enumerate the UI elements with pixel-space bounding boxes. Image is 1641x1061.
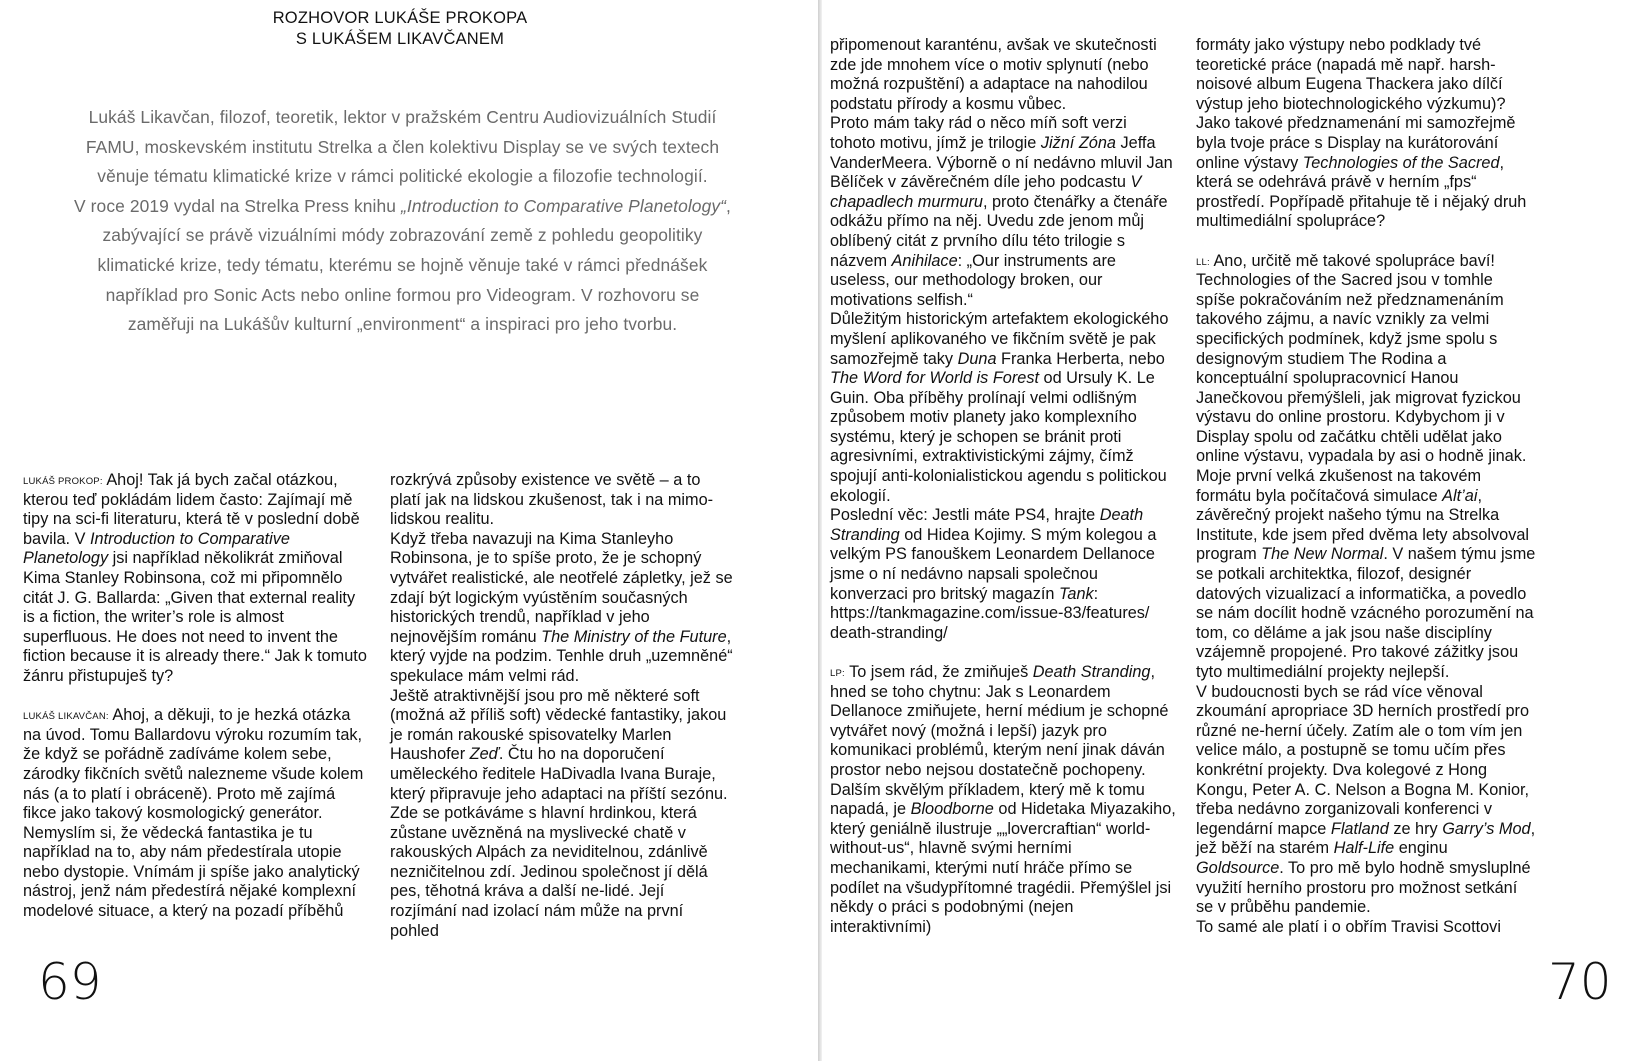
paragraph: Jako takové předznamenání mi samozřejmě byla tvoje práce s Display na kurátorování online výstavy Technologies of the Sacred, která se odehrává právě v herním „fps“ prostředí. Popřípadě přitahuje tě i nějaký druh multimediální spolupráce? [1196, 114, 1527, 231]
paragraph: připomenout karanténu, avšak ve skutečnosti zde jde mnohem více o motiv splynutí (nebo možná rozpuštění) a adaptace na nahodilou podstatu přírody a kosmu vůbec. [830, 36, 1157, 113]
speaker-label: LP: [830, 668, 845, 679]
intro-text: , [726, 195, 731, 216]
answer-1: $^{LUKÁŠ LIKAVČAN:}$ Ahoj, a děkuji, to je hezká otázka na úvod. Tomu Ballardovu výroku rozumím tak, že když se pořádně zadíváme kolem sebe, zárodky fikčních světů nalezneme všude kolem nás (a to platí i obráceně). Proto mě zajímá fikce jako takový kosmologický generátor. Nemyslím si, že vědecká fantastika je tu například na to, aby nám předestírala utopie nebo dystopie. Vnímám ji spíše jako analytický nástroj, jenž nám předestírá nějaké komplexní modelové situace, a který na pozadí příběhů [23, 706, 364, 921]
speaker-label: LL: [1196, 256, 1210, 268]
intro-line: zaměřuji na Lukášův kulturní „environment“ a inspiraci pro jeho tvorbu. [127, 314, 678, 335]
paragraph: V budoucnosti bych se rád více věnoval zkoumání apropriace 3D herních prostředí pro různé ne-herní účely. Zatím ale o tom vím jen velice málo, a postupně se tomu učím přes konkrétní projekty. Dva kolegové z Hong Kongu, Peter A. C. Nelson a Bogna M. Konior, třeba nedávno zorganizovali konferenci v legendární mapce Flatland ze hry Garry’s Mod, jež běží na starém Half-Life enginu Goldsource. To pro mě bylo hodně smysluplné využití herního prostoru pro možnost setkání se v průběhu pandemie. [1196, 682, 1536, 917]
column-1 [23, 471, 367, 922]
paragraph: rozkrývá způsoby existence ve světě – a to platí jak na lidskou zkušenost, tak i na mimo-lidskou realitu. [390, 471, 714, 529]
paragraph: Moje první velká zkušenost na takovém formátu byla počítačová simulace Alt’ai, závěrečný projekt našeho týmu na Strelka Institute, kde jsem před dvěma lety absolvoval program The New Normal. V našem týmu jsme se potkali architektka, filozof, designér datových vizualizací a informatička, a povedlo se nám docílit hodně vzácného porozumění na tom, co děláme a jak jsou naše disciplíny vzájemně propojené. Pro takové zážitky jsou tyto multimediální projekty nejlepší. [1196, 467, 1536, 681]
book-title: „Introduction to Comparative Planetology“ [401, 195, 727, 216]
intro-line: zabývající se právě vizuálními módy zobrazování země z pohledu geopolitiky [102, 225, 703, 246]
intro-paragraph [30, 103, 775, 340]
intro-line: FAMU, moskevském institutu Strelka a člen kolektivu Display se ve svých textech [85, 136, 720, 157]
article-title [200, 8, 600, 50]
intro-line: Lukáš Likavčan, filozof, teoretik, lektor v pražském Centru Audiovizuálních Studií [88, 107, 717, 127]
article-link[interactable]: death-stranding/ [830, 623, 948, 642]
paragraph: Proto mám taky rád o něco míň soft verzi tohoto motivu, jímž je trilogie Jižní Zóna Jeffa VanderMeera. Výborně o ní nedávno mluvil Jan Bělíček v závěrečném díle jeho podcastu V chapadlech murmuru, proto čtenářky a čtenáře odkážu přímo na něj. Uvedu zde jenom můj oblíbený citát z prvního dílu této trilogie s názvem Anihilace: „Our instruments are useless, our methodology broken, our motivations selfish.“ [830, 114, 1173, 309]
right-page [822, 0, 1641, 1061]
intro-line [30, 192, 775, 222]
intro-line: věnuje tématu klimatické krize v rámci politické ekologie a filozofie technologií. [97, 166, 708, 187]
title-line-1: ROZHOVOR LUKÁŠE PROKOPA [272, 9, 528, 27]
paragraph: Poslední věc: Jestli máte PS4, hrajte Death Stranding od Hidea Kojimy. S mým kolegou a velkým PS fanouškem Leonardem Dellanoce jsme o ní nedávno napsali společnou konverzaci pro britský magazín Tank: https://tankmagazine.com/issue-83/features/ death-stranding/ [830, 506, 1157, 642]
answer-2: $^{LL:}$ Ano, určitě mě takové spolupráce baví! Technologies of the Sacred jsou v tomhle spíše pokračováním než předznamenáním takového zájmu, a navíc vznikly za velmi specifických podmínek, když jsme spolu s designovým studiem The Rodina a konceptuální spolupracovnicí Hanou Janečkovou přemýšleli, jak migrovat fyzickou výstavu do online prostoru. Kdybychom ji v Display spolu od začátku chtěli udělat jako online výstavu, vypadala by asi o hodně jinak. [1196, 251, 1527, 466]
intro-line: klimatické krize, tedy tématu, kterému se hojně věnuje také v rámci přednášek [97, 254, 708, 275]
column-4 [1196, 36, 1536, 937]
intro-text: V roce 2019 vydal na Strelka Press knihu [74, 195, 401, 216]
title-line-2: S LUKÁŠEM LIKAVČANEM [295, 30, 505, 48]
speaker-label: LUKÁŠ LIKAVČAN: [23, 711, 109, 723]
question-2: $^{LP:}$ To jsem rád, že zmiňuješ Death Stranding, hned se toho chytnu: Jak s Leonardem Dellanoce zmiňujete, herní médium je schopné vytvářet nový (možná i lepší) jazyk pro komunikaci problémů, kterým není jinak dáván prostor nebo nejsou dostatečně pochopeny. Dalším skvělým příkladem, který mě k tomu napadá, je Bloodborne od Hidetaka Miyazakiho, který geniálně ilustruje „„lovercraftian“ world-without-us“, hlavně svými herními mechanikami, kterými nutí hráče přímo se podílet na všudypřítomné tragédii. Přemýšlel jsi někdy o práci s podobnými (nejen interaktivními) [830, 663, 1176, 936]
paragraph: Když třeba navazuji na Kima Stanleyho Robinsona, je to spíše proto, že je schopný vytvářet realistické, ale neotřelé zápletky, jež se zdají být logickým vyústěním současných historických trendů, například v jeho nejnovějším románu The Ministry of the Future, který vyjde na podzim. Tenhle druh „uzemněné“ spekulace mám velmi rád. [390, 529, 733, 685]
column-2 [390, 471, 735, 941]
paragraph: formáty jako výstupy nebo podklady tvé teoretické práce (napadá mě např. harsh-noisové album Eugena Thackera jako dílčí výstup jeho biotechnologického výzkumu)? [1196, 36, 1506, 113]
article-link[interactable]: https://tankmagazine.com/issue-83/features/ [830, 604, 1150, 623]
page-number: 70 [1548, 953, 1612, 1011]
left-page [0, 0, 818, 1061]
intro-line: například pro Sonic Acts nebo online formou pro Videogram. V rozhovoru se [105, 284, 700, 305]
paragraph: Ještě atraktivnější jsou pro mě některé soft (možná až příliš soft) vědecké fantastiky, jakou je román rakouské spisovatelky Marlen Haushofer Zeď. Čtu ho na doporučení uměleckého ředitele HaDivadla Ivana Buraje, který připravuje jeho adaptaci na příští sezónu. Zde se potkáváme s hlavní hrdinkou, která zůstane uvězněná na myslivecké chatě v rakouských Alpách za neviditelnou, zdánlivě nezničitelnou zdí. Jedinou společnost jí dělá pes, těhotná kráva a další ne-lidé. Její rozjímání nad izolací nám může na první pohled [390, 686, 728, 940]
column-3 [830, 36, 1176, 937]
speaker-label: LUKÁŠ PROKOP: [23, 476, 103, 487]
page-number: 69 [38, 953, 102, 1011]
paragraph: To samé ale platí i o obřím Travisi Scottovi [1196, 917, 1501, 936]
paragraph: Důležitým historickým artefaktem ekologického myšlení aplikovaného ve fikčním světě je pak samozřejmě taky Duna Franka Herberta, nebo The Word for World is Forest od Ursuly K. Le Guin. Oba příběhy prolínají velmi odlišným způsobem motiv planety jako komplexního systému, který je schopen se bránit proti agresivními, extraktivistickými zájmy, čímž spojují anti-kolonialistickou agendu s politickou ekologií. [830, 310, 1169, 505]
question-1: $^{LUKÁŠ PROKOP:}$ Ahoj! Tak já bych začal otázkou, kterou teď pokládám lidem často: Zajímají mě tipy na sci-fi literaturu, která tě v poslední době bavila. V Introduction to Comparative Planetology jsi například několikrát zmiňoval Kima Stanley Robinsona, což mi připomnělo citát J. G. Ballarda: „Given that external reality is a fiction, the writer’s role is almost superfluous. He does not need to invent the fiction because it is already there.“ Jak k tomuto žánru přistupuješ ty? [23, 471, 367, 685]
